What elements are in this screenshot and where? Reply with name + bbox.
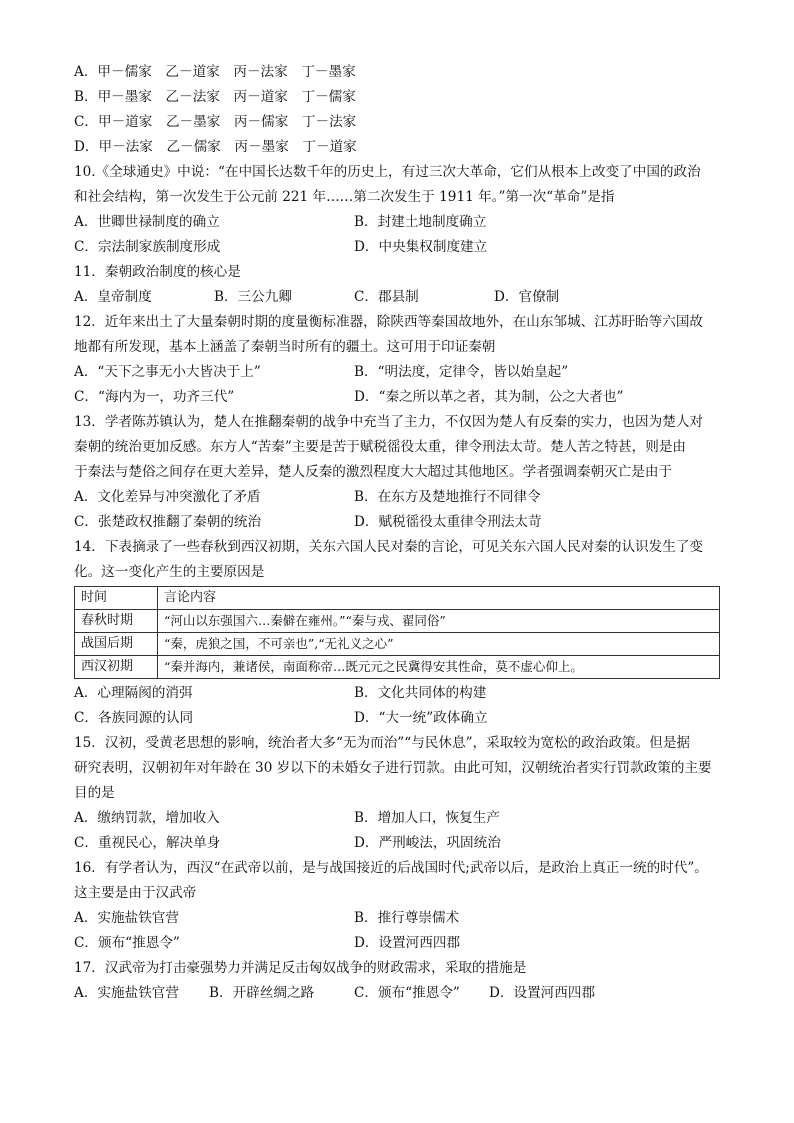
q11-stem: 11．秦朝政治制度的核心是 [74,264,241,280]
q17-option-d: D．设置河西四郡 [489,985,596,1001]
q15-stem-line: 研究表明，汉朝初年对年龄在 30 岁以下的未婚女子进行罚款。由此可知，汉朝统治者实行罚款政策的主要 [74,760,712,776]
q13-option-d: D．赋税徭役太重律令刑法太苛 [354,514,542,530]
q16-option-a: A．实施盐铁官营 [74,910,179,926]
q17-option-b: B．开辟丝绸之路 [209,985,315,1001]
q13-stem-line: 秦朝的统治更加反感。东方人“苦秦”主要是苦于赋税徭役太重，律令刑法太苛。楚人苦之特甚，则是由 [74,439,687,455]
q9-option-c: C．甲－道家 乙－墨家 丙－儒家 丁－法家 [74,114,357,130]
q13-stem-line: 13．学者陈苏镇认为，楚人在推翻秦朝的战争中充当了主力，不仅因为楚人有反秦的实力，也因为楚人对 [74,414,704,430]
q14-option-a: A．心理隔阂的消弭 [74,685,193,701]
q10-stem-line: 和社会结构，第一次发生于公元前 221 年……第二次发生于 1911 年。”第一次“革命”是指 [74,189,615,205]
q16-option-c: C．颁布“推恩令” [74,935,180,951]
q16-options-row [74,931,724,956]
q16-stem-line: 16．有学者认为，西汉“在武帝以前，是与战国接近的后战国时代;武帝以后，是政治上真正一统的时代”。 [74,860,708,876]
q13-option-a: A．文化差异与冲突激化了矛盾 [74,489,261,505]
q16-option-b: B．推行尊崇儒术 [354,910,460,926]
q13-option-b: B．在东方及楚地推行不同律令 [354,489,541,505]
q15-options-row [74,806,724,831]
q12-option-b: B．“明法度，定律令，皆以始皇起” [354,364,569,380]
q10-options-row [74,210,724,235]
q12-option-c: C．“海内为一，功齐三代” [74,389,235,405]
q12-stem-line: 12．近年来出土了大量秦朝时期的度量衡标准器，除陕西等秦国故地外，在山东邹城、江苏盱眙等六国故 [74,314,704,330]
table-cell-period: 战国后期 [75,633,158,656]
table-row [75,656,720,679]
q11-option-a: A．皇帝制度 [74,289,152,305]
q11-option-b: B．三公九卿 [214,289,292,305]
q14-quote-table [74,586,720,679]
q10-option-b: B．封建土地制度确立 [354,214,487,230]
q12-options-row [74,360,724,385]
q9-option-a: A．甲－儒家 乙－道家 丙－法家 丁－墨家 [74,64,356,80]
table-header-row [75,587,720,610]
q17-option-a: A．实施盐铁官营 [74,985,179,1001]
q13-options-row [74,485,724,510]
q13-option-c: C．张楚政权推翻了秦朝的统治 [74,514,262,530]
table-cell-period: 春秋时期 [75,610,158,633]
q15-options-row [74,831,724,856]
q11-options-row [74,285,724,310]
q14-options-row [74,681,724,706]
q10-options-row [74,235,724,260]
q10-option-c: C．宗法制家族制度形成 [74,239,221,255]
q15-option-a: A．缴纳罚款，增加收入 [74,810,220,826]
q15-option-b: B．增加人口，恢复生产 [354,810,500,826]
q9-option-d: D．甲－法家 乙－儒家 丙－墨家 丁－道家 [74,139,357,155]
table-cell-period: 西汉初期 [75,656,158,679]
q16-option-d: D．设置河西四郡 [354,935,461,951]
q14-stem-line: 14．下表摘录了一些春秋到西汉初期，关东六国人民对秦的言论，可见关东六国人民对秦的认识发生了变 [74,539,704,555]
q11-option-d: D．官僚制 [494,289,560,305]
q12-options-row [74,385,724,410]
table-row [75,633,720,656]
exam-page [74,60,724,1006]
table-header-content: 言论内容 [158,587,720,610]
table-row [75,610,720,633]
q15-stem-line: 目的是 [74,785,115,801]
q16-options-row [74,906,724,931]
table-header-time: 时间 [75,587,158,610]
q17-option-c: C．颁布“推恩令” [354,985,460,1001]
q9-option-b: B．甲－墨家 乙－法家 丙－道家 丁－儒家 [74,89,356,105]
q17-stem: 17．汉武帝为打击豪强势力并满足反击匈奴战争的财政需求，采取的措施是 [74,960,527,976]
q16-stem-line: 这主要是由于汉武帝 [74,885,197,901]
table-cell-quote: “秦，虎狼之国，不可亲也”,“无礼义之心” [158,633,720,656]
table-cell-quote: “秦并海内，兼诸侯，南面称帝…既元元之民冀得安其性命，莫不虚心仰上。 [158,656,720,679]
q10-option-d: D．中央集权制度建立 [354,239,488,255]
table-cell-quote: “河山以东强国六…秦僻在雍州。”“秦与戎、翟同俗” [158,610,720,633]
q10-option-a: A．世卿世禄制度的确立 [74,214,220,230]
q14-option-c: C．各族同源的认同 [74,710,194,726]
q13-options-row [74,510,724,535]
q15-option-d: D．严刑峻法，巩固统治 [354,835,501,851]
q15-option-c: C．重视民心，解决单身 [74,835,221,851]
q11-option-c: C．郡县制 [354,289,419,305]
q13-stem-line: 于秦法与楚俗之间存在更大差异，楚人反秦的激烈程度大大超过其他地区。学者强调秦朝灭亡是由于 [74,464,673,480]
q14-options-row [74,706,724,731]
q12-option-d: D．“秦之所以革之者，其为制，公之大者也” [354,389,624,405]
q15-stem-line: 15．汉初，受黄老思想的影响，统治者大多“无为而治”“与民休息”，采取较为宽松的政治政策。但是据 [74,735,691,751]
q14-option-d: D．“大一统”政体确立 [354,710,488,726]
q10-stem-line: 10.《全球通史》中说：“在中国长达数千年的历史上，有过三次大革命，它们从根本上改变了中国的政治 [74,164,701,180]
q14-option-b: B．文化共同体的构建 [354,685,487,701]
q17-options-row [74,981,724,1006]
q14-stem-line: 化。这一变化产生的主要原因是 [74,564,265,580]
q12-option-a: A．“天下之事无小大皆决于上” [74,364,261,380]
q12-stem-line: 地都有所发现，基本上涵盖了秦朝当时所有的疆土。这可用于印证秦朝 [74,339,496,355]
